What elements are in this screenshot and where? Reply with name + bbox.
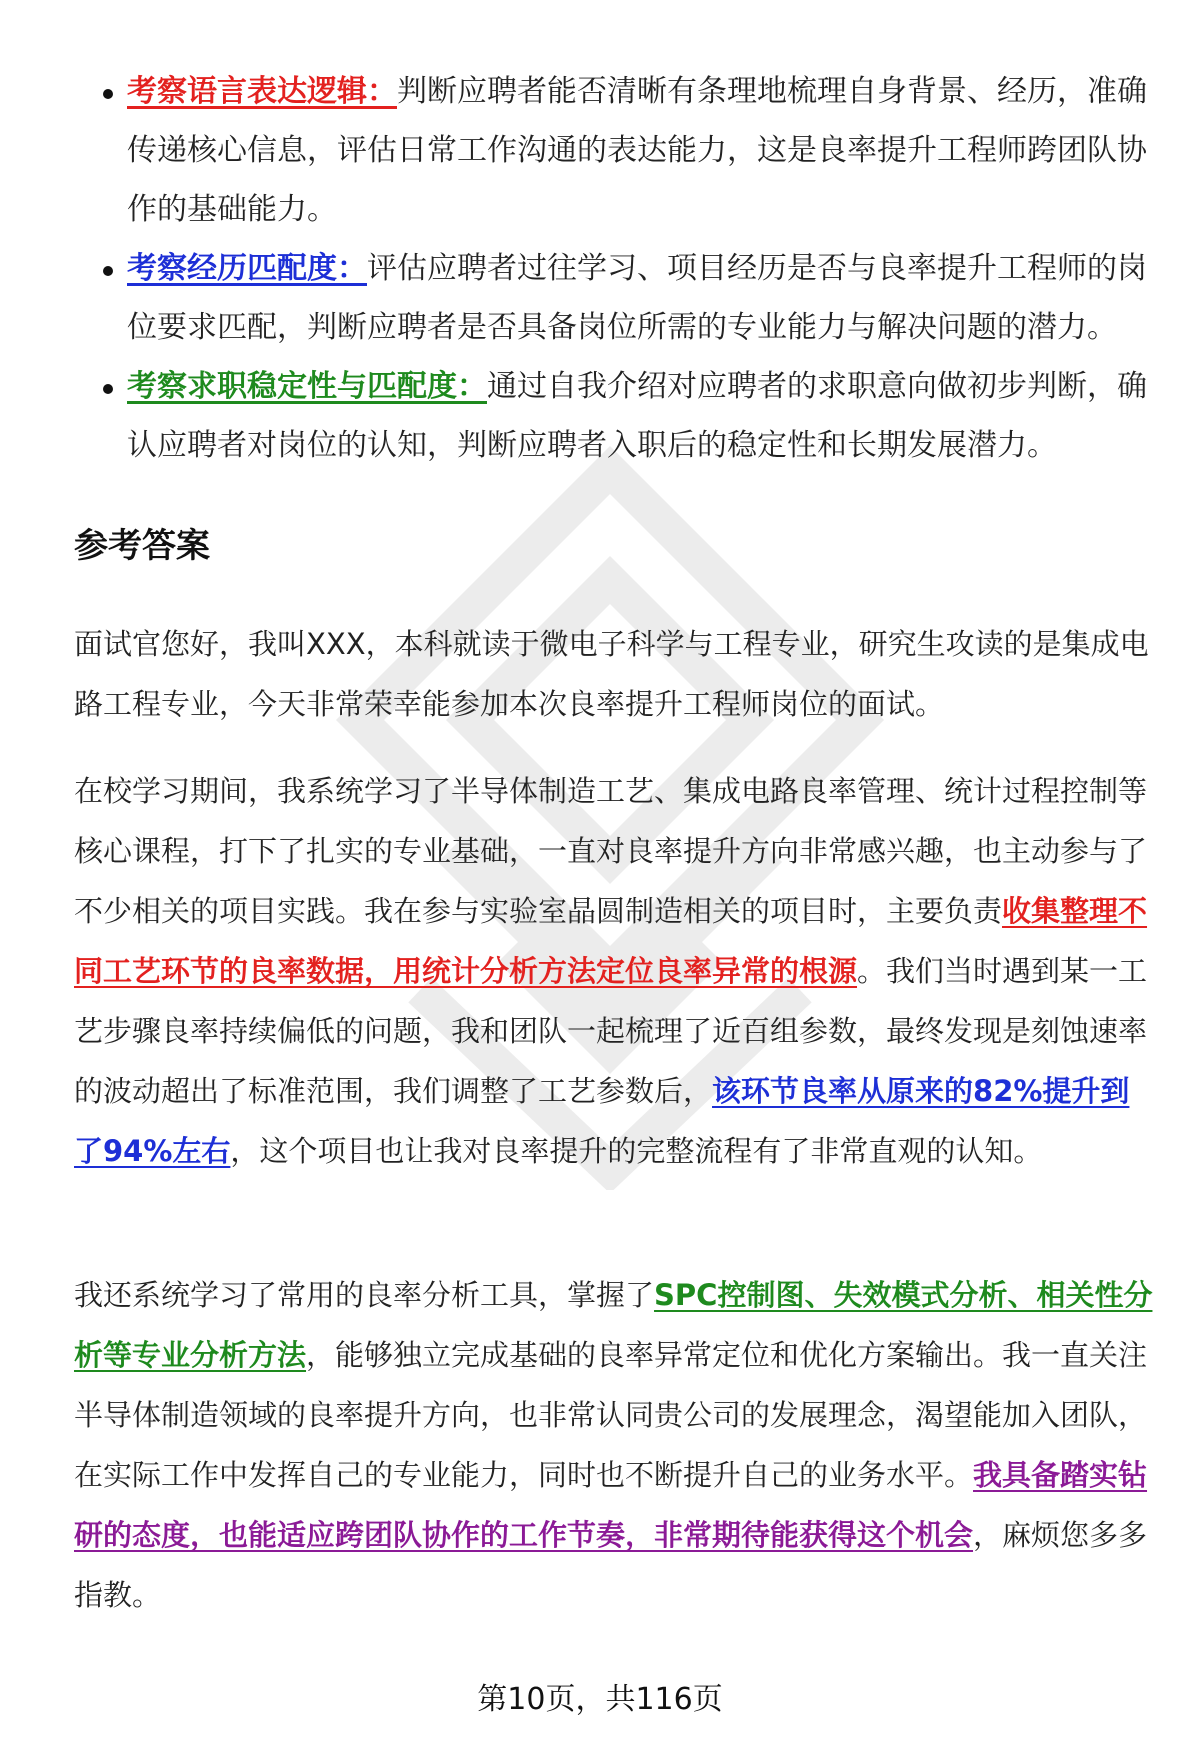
section-title: 参考答案	[74, 526, 210, 566]
paragraph-text: ，这个项目也让我对良率提升的完整流程有了非常直观的认知。	[230, 1134, 1043, 1168]
bullet-dot-icon	[103, 384, 113, 394]
answer-paragraph-intro: 面试官您好，我叫XXX，本科就读于微电子科学与工程专业，研究生攻读的是集成电路工程专业，今天非常荣幸能参加本次良率提升工程师岗位的面试。	[74, 627, 1149, 721]
bullet-dot-icon	[103, 89, 113, 99]
highlight-red: 收集整理不同工艺环节的良率数据，用统计分析方法定位良率异常的根源	[74, 894, 1148, 988]
paragraph-text: 。我们当时遇到某一工艺步骤良率持续偏低的问题，我和团队一起梳理了近百组参数，最终发现是刻蚀速率的波动超出了标准范围，我们调整了工艺参数后，	[74, 954, 1148, 1108]
highlight-purple: 我具备踏实钻研的态度，也能适应跨团队协作的工作节奏，非常期待能获得这个机会	[74, 1458, 1148, 1552]
bullet-label: 考察语言表达逻辑：	[127, 74, 397, 109]
answer-paragraph-study	[74, 761, 1154, 1181]
bullet-label: 考察经历匹配度：	[127, 251, 367, 286]
bullet-text: 评估应聘者过往学习、项目经历是否与良率提升工程师的岗位要求匹配，判断应聘者是否具备岗位所需的专业能力与解决问题的潜力。	[127, 251, 1147, 345]
answer-paragraph-tools	[74, 1265, 1154, 1625]
bullet-label: 考察求职稳定性与匹配度：	[127, 369, 487, 404]
paragraph-text: 在校学习期间，我系统学习了半导体制造工艺、集成电路良率管理、统计过程控制等核心课程，打下了扎实的专业基础，一直对良率提升方向非常感兴趣，也主动参与了不少相关的项目实践。我在参与实验室晶圆制造相关的项目时，主要负责	[74, 774, 1148, 928]
highlight-green: SPC控制图、失效模式分析、相关性分析等专业分析方法	[74, 1278, 1153, 1372]
highlight-blue: 该环节良率从原来的82%提升到了94%左右	[74, 1074, 1130, 1168]
bullet-item-language-logic	[127, 62, 1147, 239]
evaluation-points-list	[0, 62, 1200, 475]
page-number: 第10页，共116页	[477, 1682, 723, 1717]
bullet-item-experience-match	[127, 239, 1147, 357]
bullet-item-stability	[127, 357, 1147, 475]
bullet-dot-icon	[103, 266, 113, 276]
bullet-text: 通过自我介绍对应聘者的求职意向做初步判断，确认应聘者对岗位的认知，判断应聘者入职后的稳定性和长期发展潜力。	[127, 369, 1147, 463]
bullet-text: 判断应聘者能否清晰有条理地梳理自身背景、经历，准确传递核心信息，评估日常工作沟通的表达能力，这是良率提升工程师跨团队协作的基础能力。	[127, 74, 1147, 227]
paragraph-text: ，麻烦您多多指教。	[74, 1518, 1148, 1612]
paragraph-text: ，能够独立完成基础的良率异常定位和优化方案输出。我一直关注半导体制造领域的良率提升方向，也非常认同贵公司的发展理念，渴望能加入团队，在实际工作中发挥自己的专业能力，同时也不断提升自己的业务水平。	[74, 1338, 1148, 1492]
paragraph-text: 我还系统学习了常用的良率分析工具，掌握了	[74, 1278, 655, 1312]
